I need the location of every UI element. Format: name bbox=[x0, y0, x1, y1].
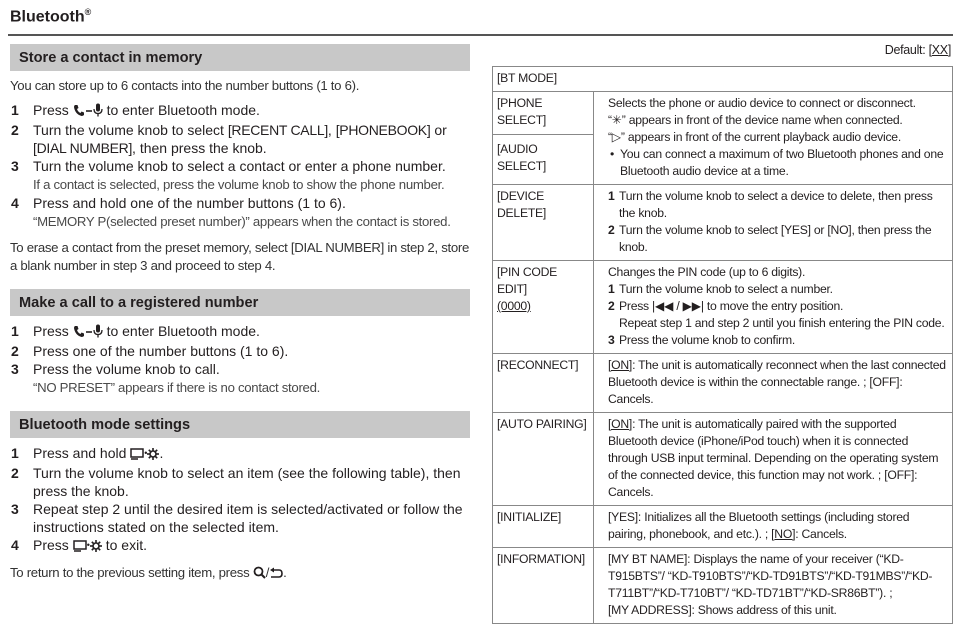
section-heading-call: Make a call to a registered number bbox=[10, 289, 470, 316]
source-icon bbox=[130, 446, 144, 464]
row-key-device-delete: [DEVICE DELETE] bbox=[493, 185, 594, 261]
row-desc-initialize: [YES]: Initializes all the Bluetooth settings (including stored pairing, phonebook, and etc.). ; [NO]: Cancels. bbox=[608, 510, 910, 541]
store-steps bbox=[10, 101, 470, 231]
row-key-bt-mode: [BT MODE] bbox=[497, 71, 557, 85]
phone-icon bbox=[73, 324, 85, 342]
erase-note: To erase a contact from the preset memory, select [DIAL NUMBER] in step 2, store a blank number in step 3 and proceed to step 4. bbox=[10, 240, 470, 273]
phone-icon bbox=[73, 103, 85, 121]
search-icon bbox=[253, 566, 266, 584]
gear-icon bbox=[147, 446, 159, 464]
table-row bbox=[493, 185, 953, 261]
call-step-2: 2 Press one of the number buttons (1 to 6). bbox=[11, 343, 289, 359]
row-key-auto-pairing: [AUTO PAIRING] bbox=[493, 413, 594, 506]
call-step-1: 1 Press to enter Bluetooth mode. bbox=[10, 322, 470, 342]
store-step-4: 4 Press and hold one of the number buttons (1 to 6). “MEMORY P(selected preset number)” appears when the contact is stored. bbox=[11, 195, 451, 229]
row-desc-reconnect: [ON]: The unit is automatically reconnect when the last connected Bluetooth device is within the connectable range. ; [OFF]: Cancels. bbox=[608, 358, 946, 406]
call-step-3: 3 Press the volume knob to call. “NO PRESET” appears if there is no contact stored. bbox=[11, 361, 320, 395]
table-row bbox=[493, 548, 953, 624]
prev-next-icon: |◀◀ / ▶▶| bbox=[652, 299, 704, 313]
table-row bbox=[493, 67, 953, 92]
row-key-reconnect: [RECONNECT] bbox=[493, 354, 594, 413]
default-note: Default: [XX] bbox=[884, 43, 951, 57]
row-key-pin: [PIN CODE EDIT] (0000) bbox=[493, 261, 594, 354]
row-key-initialize: [INITIALIZE] bbox=[493, 506, 594, 548]
call-steps bbox=[10, 322, 470, 397]
source-icon bbox=[73, 538, 87, 556]
mic-icon bbox=[93, 103, 103, 121]
mode-step-2: 2 Turn the volume knob to select an item (see the following table), then press the knob. bbox=[11, 465, 461, 499]
table-row bbox=[493, 261, 953, 354]
title-rule bbox=[8, 34, 953, 36]
row-desc-phone-audio: Selects the phone or audio device to connect or disconnect. “✳” appears in front of the device name when connected. “▷” appears in front of the current playback audio device. • You can connect a maximum of two Bluetooth phones and one Bluetooth audio device at a time. bbox=[594, 92, 953, 185]
row-key-information: [INFORMATION] bbox=[493, 548, 594, 624]
store-intro: You can store up to 6 contacts into the number buttons (1 to 6). bbox=[10, 78, 360, 93]
mode-step-3: 3 Repeat step 2 until the desired item is selected/activated or follow the instructions stated on the selected item. bbox=[11, 501, 463, 535]
table-row bbox=[493, 413, 953, 506]
return-note: To return to the previous setting item, press / . bbox=[10, 564, 470, 584]
mic-icon bbox=[93, 324, 103, 342]
section-heading-mode: Bluetooth mode settings bbox=[10, 411, 470, 438]
return-icon bbox=[269, 566, 283, 584]
table-row bbox=[493, 354, 953, 413]
mode-step-4: 4 Press • to exit. bbox=[10, 536, 470, 556]
row-key-phone-audio: [PHONE SELECT] [AUDIO SELECT] bbox=[493, 92, 594, 185]
row-desc-device-delete: 1 Turn the volume knob to select a device to delete, then press the knob. 2 Turn the volume knob to select [YES] or [NO], then press the knob. bbox=[608, 189, 933, 254]
mode-steps bbox=[10, 444, 470, 556]
page-title: Bluetooth® bbox=[10, 7, 92, 26]
table-row bbox=[493, 92, 953, 185]
store-step-1: 1 Press to enter Bluetooth mode. bbox=[10, 101, 470, 121]
row-desc-pin: Changes the PIN code (up to 6 digits). 1 Turn the volume knob to select a number. 2 Press |◀◀ / ▶▶| to move the entry position. Repeat step 1 and step 2 until you finish entering the PIN code. 3 Press the volume knob to confirm. bbox=[608, 265, 945, 347]
mode-step-1: 1 Press and hold • . bbox=[10, 444, 470, 464]
gear-icon bbox=[90, 538, 102, 556]
row-desc-information: [MY BT NAME]: Displays the name of your receiver (“KD-T915BTS”/ “KD-T910BTS”/“KD-TD91BTS”/“KD-T91MBS”/“KD-T711BT”/“KD-T710BT”/ “KD-TD71BT”/“KD-SR86BT”). ; [MY ADDRESS]: Shows address of this unit. bbox=[608, 552, 933, 617]
store-step-2: 2 Turn the volume knob to select [RECENT CALL], [PHONEBOOK] or [DIAL NUMBER], then press the knob. bbox=[11, 122, 447, 156]
settings-table bbox=[492, 66, 953, 624]
left-column bbox=[10, 44, 470, 584]
table-row bbox=[493, 506, 953, 548]
row-desc-auto-pairing: [ON]: The unit is automatically paired with the supported Bluetooth device (iPhone/iPod touch) when it is connected through USB input terminal. Depending on the operating system of the connected device, this function may not work. ; [OFF]: Cancels. bbox=[608, 417, 939, 499]
section-heading-store: Store a contact in memory bbox=[10, 44, 470, 71]
store-step-3: 3 Turn the volume knob to select a contact or enter a phone number. If a contact is selected, press the volume knob to show the phone number. bbox=[11, 158, 446, 192]
